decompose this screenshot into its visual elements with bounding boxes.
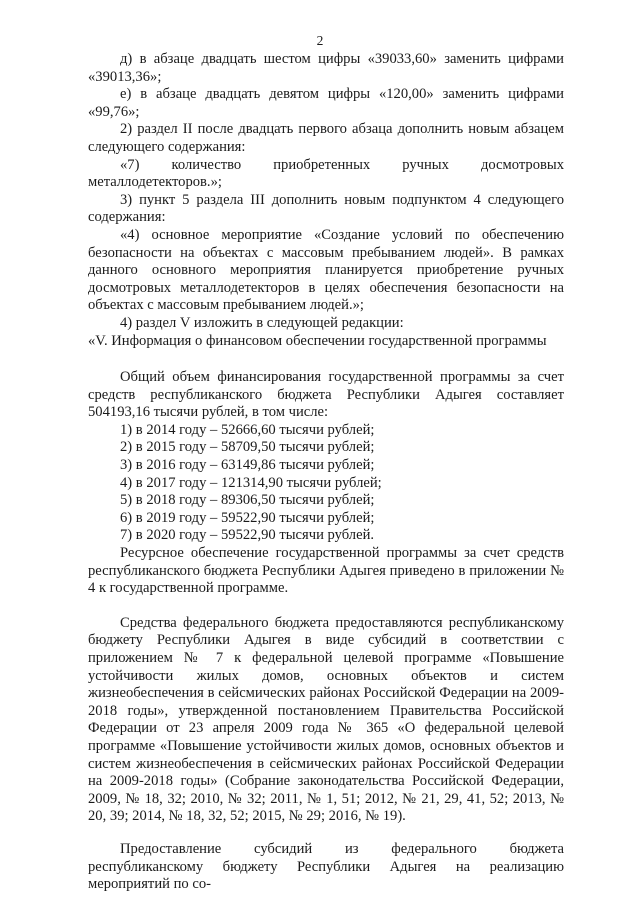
page-number: 2 [316, 33, 324, 48]
paragraph-amendment-d: д) в абзаце двадцать шестом цифры «39033,60» заменить цифрами «39013,36»; [88, 51, 564, 85]
section-v-heading: «V. Информация о финансовом обеспечении государственной программы [88, 332, 547, 349]
list-item: 4) в 2017 году – 121314,90 тысячи рублей; [120, 474, 382, 491]
list-item: 5) в 2018 году – 89306,50 тысячи рублей; [120, 492, 375, 509]
paragraph-resource-provision: Ресурсное обеспечение государственной программы за счет средств республиканского бюджета Республики Адыгея приведено в приложении № 4 к государственной программе. [88, 545, 564, 597]
funding-list [88, 422, 564, 545]
paragraph-section-iii: 3) пункт 5 раздела III дополнить новым подпунктом 4 следующего содержания: [88, 191, 564, 226]
paragraph-subsidies: Предоставление субсидий из федерального бюджета республиканскому бюджету Республики Адыгея на реализацию мероприятий по со- [88, 840, 564, 893]
paragraph-section-ii: 2) раздел II после двадцать первого абзаца дополнить новым абзацем следующего содержания: [88, 121, 564, 155]
paragraph-amendment-e: е) в абзаце двадцать девятом цифры «120,00» заменить цифрами «99,76»; [88, 86, 564, 120]
paragraph-section-v: 4) раздел V изложить в следующей редакции: [120, 314, 404, 331]
list-item: 7) в 2020 году – 59522,90 тысячи рублей. [120, 527, 375, 544]
paragraph-quote-item-7: «7) количество приобретенных ручных досмотровых металлодетекторов.»; [88, 156, 564, 191]
document-body [88, 51, 564, 894]
paragraph-total-funding: Общий объем финансирования государственной программы за счет средств республиканского бюджета Республики Адыгея составляет 504193,16 тысячи рублей, в том числе: [88, 369, 564, 421]
list-item: 2) в 2015 году – 58709,50 тысячи рублей; [120, 439, 375, 456]
paragraph-federal-funds: Средства федерального бюджета предоставляются республиканскому бюджету Республики Адыгея в виде субсидий в соответствии с приложением № 7 к федеральной целевой программе «Повышение устойчивости жилых домов, основных объектов и систем жизнеобеспечения в сейсмических районах Российской Федерации на 2009-2018 годы», утвержденной постановлением Правительства Российской Федерации от 23 апреля 2009 года № 365 «О федеральной целевой программе «Повышение устойчивости жилых домов, основных объектов и систем жизнеобеспечения в сейсмических районах Российской Федерации на 2009-2018 годы» (Собрание законодательства Российской Федерации, 2009, № 18, 32; 2010, № 32; 2011, № 1, 51; 2012, № 21, 29, 41, 52; 2013, № 20, 39; 2014, № 18, 32, 52; 2015, № 29; 2016, № 19). [88, 614, 564, 825]
paragraph-quote-item-4: «4) основное мероприятие «Создание условий по обеспечению безопасности на объектах с массовым пребыванием людей». В рамках данного основного мероприятия планируется приобретение ручных досмотровых металлодетекторов в целях обеспечения безопасности на объектах с массовым пребыванием людей.»; [88, 226, 564, 314]
list-item: 3) в 2016 году – 63149,86 тысячи рублей; [120, 457, 375, 474]
list-item: 1) в 2014 году – 52666,60 тысячи рублей; [120, 421, 375, 438]
list-item: 6) в 2019 году – 59522,90 тысячи рублей; [120, 509, 375, 526]
